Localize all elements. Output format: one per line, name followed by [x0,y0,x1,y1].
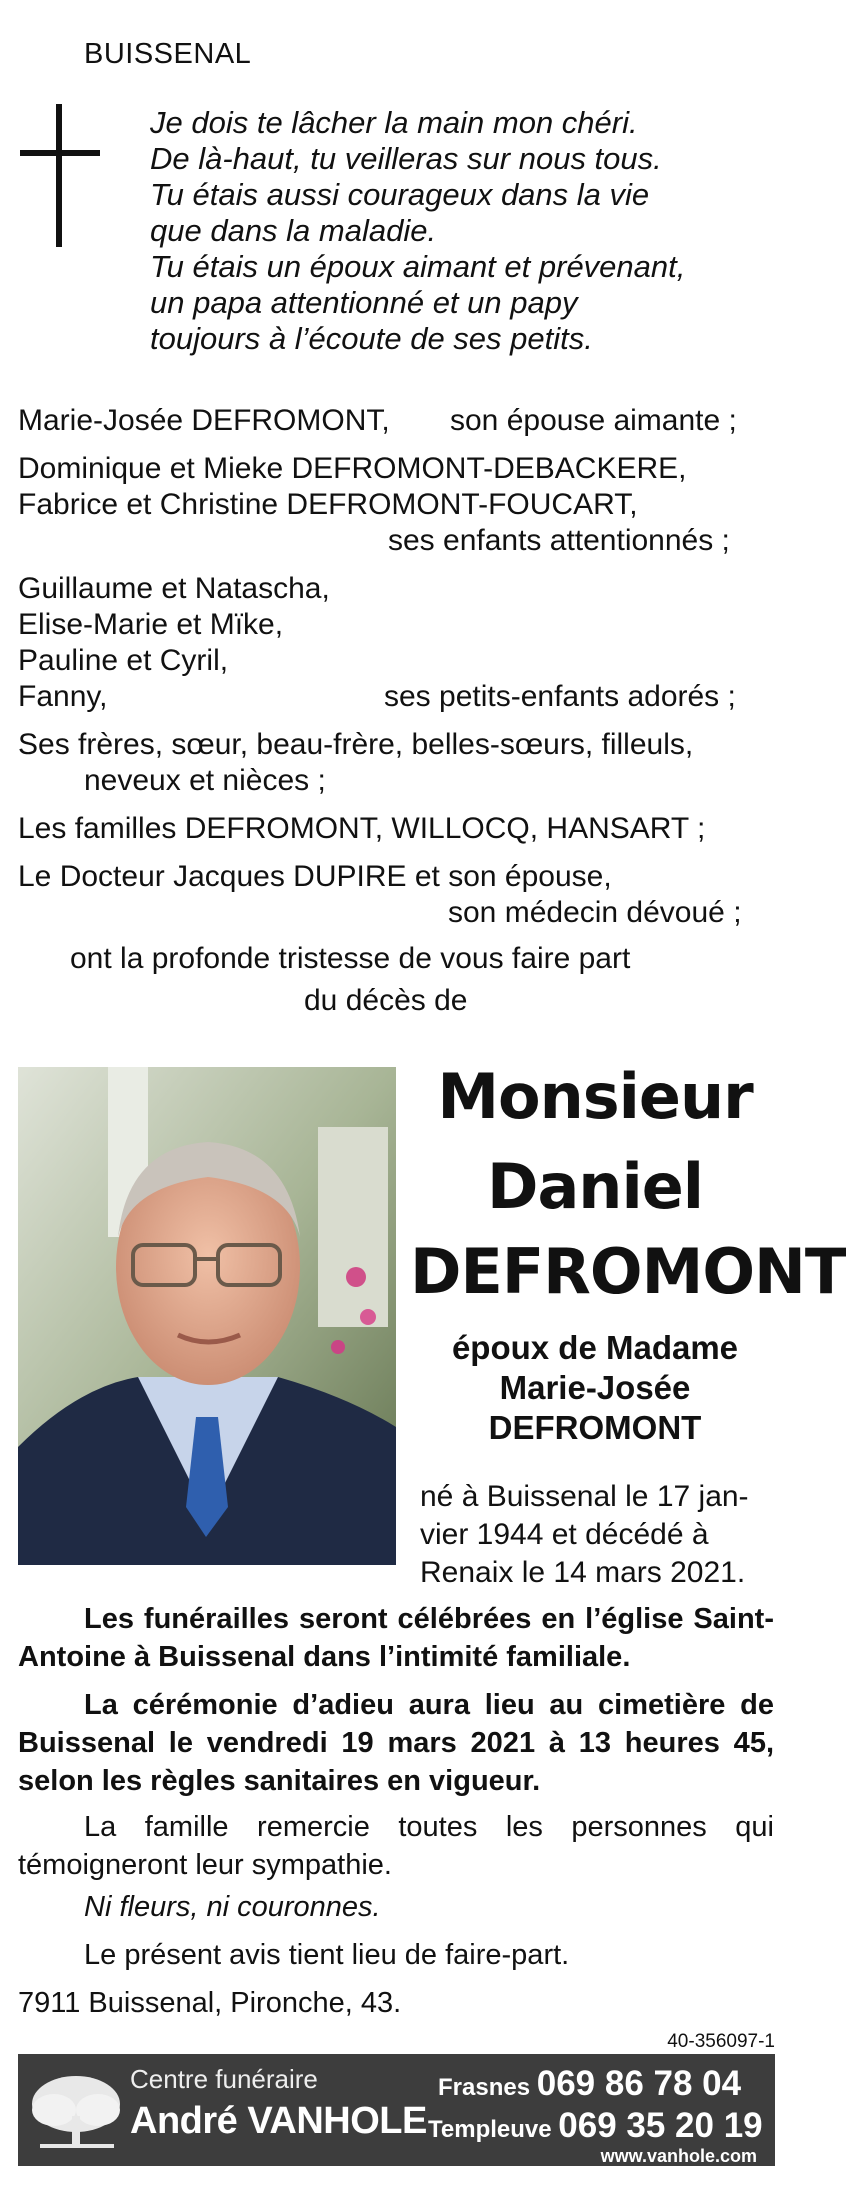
announce-line: ont la profonde tristesse de vous faire part [70,942,631,975]
families-line: Les familles DEFROMONT, WILLOCQ, HANSART ; [18,812,706,845]
ceremony-paragraph: La cérémonie d’adieu aura lieu au cimetière de Buissenal le vendredi 19 mars 2021 à 13 heures 45, selon les règles sanitaires en vigueur. [18,1689,774,1797]
phone-templeuve [428,2106,763,2146]
poem-line: toujours à l’écoute de ses petits. [150,321,593,356]
announce-line: du décès de [304,984,468,1017]
flowers-line: Ni fleurs, ni couronnes. [84,1891,381,1923]
reference-number: 40-356097-1 [667,2031,775,2052]
poem-line: De là-haut, tu veilleras sur nous tous. [150,141,662,176]
cross-icon-bar [20,150,100,156]
portrait-illustration [18,1067,396,1565]
poem-line: que dans la maladie. [150,213,437,248]
phone-number[interactable]: 069 35 20 19 [558,2106,763,2145]
spouse-line: époux de Madame [451,1329,739,1366]
poem-line: Tu étais un époux aimant et prévenant, [150,249,686,284]
city-label: Templeuve [428,2116,552,2143]
child-line: Fabrice et Christine DEFROMONT-FOUCART, [18,488,638,521]
poem [150,105,685,357]
website-link[interactable]: www.vanhole.com [600,2146,757,2166]
grandchild-line: Guillaume et Natascha, [18,572,330,605]
notice-line: Le présent avis tient lieu de faire-part. [84,1939,570,1971]
grandchild-line: Pauline et Cyril, [18,644,229,677]
grandchild-line: Fanny, [18,680,108,713]
funeral-home-banner [18,2054,775,2166]
city-label: Frasnes [438,2074,531,2101]
poem-line: Tu étais aussi courageux dans la vie [150,177,650,212]
child-line: Dominique et Mieke DEFROMONT-DEBACKERE, [18,452,687,485]
wife-role: son épouse aimante ; [450,404,737,437]
doctor-line: Le Docteur Jacques DUPIRE et son épouse, [18,860,612,893]
grandchild-role: ses petits-enfants adorés ; [384,680,736,713]
phone-frasnes [438,2064,741,2104]
banner-name: André VANHOLE [130,2100,427,2142]
doctor-role: son médecin dévoué ; [448,896,742,929]
thanks-paragraph: La famille remercie toutes les personnes qui témoigneront leur sympathie. [18,1811,774,1881]
birth-death-text [420,1478,749,1592]
funeral-paragraph: Les funérailles seront célébrées en l’église Saint-Antoine à Buissenal dans l’intimité familiale. [18,1603,774,1673]
poem-line: un papa attentionné et un papy [150,285,578,320]
banner-subtitle: Centre funéraire [130,2064,318,2094]
birth-line: Renaix le 14 mars 2021. [420,1556,746,1589]
phone-number[interactable]: 069 86 78 04 [536,2064,742,2103]
birth-line: vier 1944 et décédé à [420,1518,709,1551]
grandchild-line: Elise-Marie et Mïke, [18,608,284,641]
tree-icon [18,2054,136,2166]
children-role: ses enfants attentionnés ; [388,524,730,557]
portrait-photo [18,1067,396,1565]
spouse-line: Marie-Josée [499,1369,691,1406]
cross-icon [56,104,62,247]
deceased-first-name: Daniel [487,1150,703,1223]
birth-line: né à Buissenal le 17 jan- [420,1480,749,1513]
deceased-last-name: DEFROMONT [410,1235,846,1308]
siblings-line: neveux et nièces ; [84,764,326,797]
poem-line: Je dois te lâcher la main mon chéri. [150,105,638,140]
address-line: 7911 Buissenal, Pironche, 43. [18,1987,402,2019]
deceased-title: Monsieur [437,1060,753,1133]
spouse-line: DEFROMONT [488,1409,702,1446]
siblings-line: Ses frères, sœur, beau-frère, belles-sœurs, filleuls, [18,728,694,761]
wife-name: Marie-Josée DEFROMONT, [18,404,390,437]
town-heading: BUISSENAL [84,38,252,70]
